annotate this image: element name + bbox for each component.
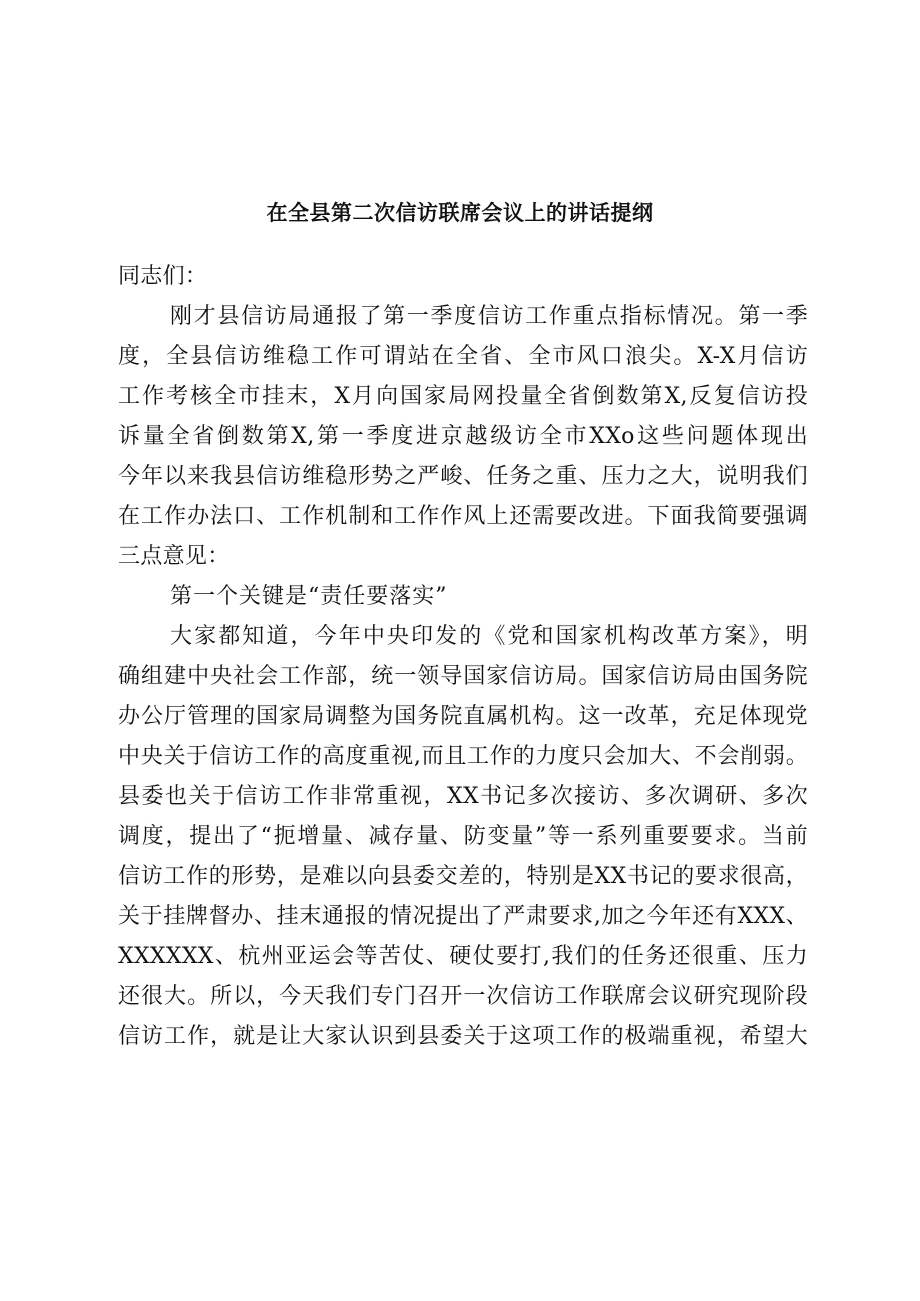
text-line: 今年以来我县信访维稳形势之严峻、任务之重、压力之大，说明我们 bbox=[118, 464, 808, 489]
text-line: 大家都知道，今年中央印发的《党和国家机构改革方案》，明 bbox=[170, 624, 808, 649]
text-line: 度，全县信访维稳工作可谓站在全省、全市风口浪尖。X-X月信访 bbox=[118, 344, 808, 369]
document-body bbox=[118, 257, 808, 1057]
text-line: 关于挂牌督办、挂末通报的情况提出了严肃要求,加之今年还有XXX、 bbox=[118, 904, 808, 929]
text-line: 还很大。所以，今天我们专门召开一次信访工作联席会议研究现阶段 bbox=[118, 984, 808, 1009]
section-heading: 第一个关键是“责任要落实” bbox=[170, 584, 448, 609]
text-line: 工作考核全市挂末，X月向国家局网投量全省倒数第X,反复信访投 bbox=[118, 384, 808, 409]
text-line: 信访工作，就是让大家认识到县委关于这项工作的极端重视，希望大 bbox=[118, 1024, 808, 1049]
text-line: 诉量全省倒数第X,第一季度进京越级访全市XXo这些问题体现出 bbox=[118, 424, 808, 449]
text-line: XXXXXX、杭州亚运会等苦仗、硬仗要打,我们的任务还很重、压力 bbox=[118, 944, 808, 969]
salutation: 同志们： bbox=[118, 264, 208, 289]
paragraph-intro bbox=[118, 297, 808, 577]
text-line: 县委也关于信访工作非常重视，XX书记多次接访、多次调研、多次 bbox=[118, 784, 808, 809]
paragraph-responsibility bbox=[118, 617, 808, 1057]
text-line: 办公厅管理的国家局调整为国务院直属机构。这一改革，充足体现党 bbox=[118, 704, 808, 729]
text-line: 刚才县信访局通报了第一季度信访工作重点指标情况。第一季 bbox=[170, 304, 808, 329]
document-title: 在全县第二次信访联席会议上的讲话提纲 bbox=[266, 201, 654, 225]
text-line: 信访工作的形势，是难以向县委交差的，特别是XX书记的要求很高， bbox=[118, 864, 808, 889]
text-line: 调度，提出了“扼增量、减存量、防变量”等一系列重要要求。当前 bbox=[118, 824, 808, 849]
text-line: 确组建中央社会工作部，统一领导国家信访局。国家信访局由国务院 bbox=[118, 664, 808, 689]
text-line: 在工作办法口、工作机制和工作作风上还需要改进。下面我简要强调 bbox=[118, 504, 808, 529]
text-line: 中央关于信访工作的高度重视,而且工作的力度只会加大、不会削弱。 bbox=[118, 744, 808, 769]
text-line: 三点意见： bbox=[118, 544, 230, 569]
